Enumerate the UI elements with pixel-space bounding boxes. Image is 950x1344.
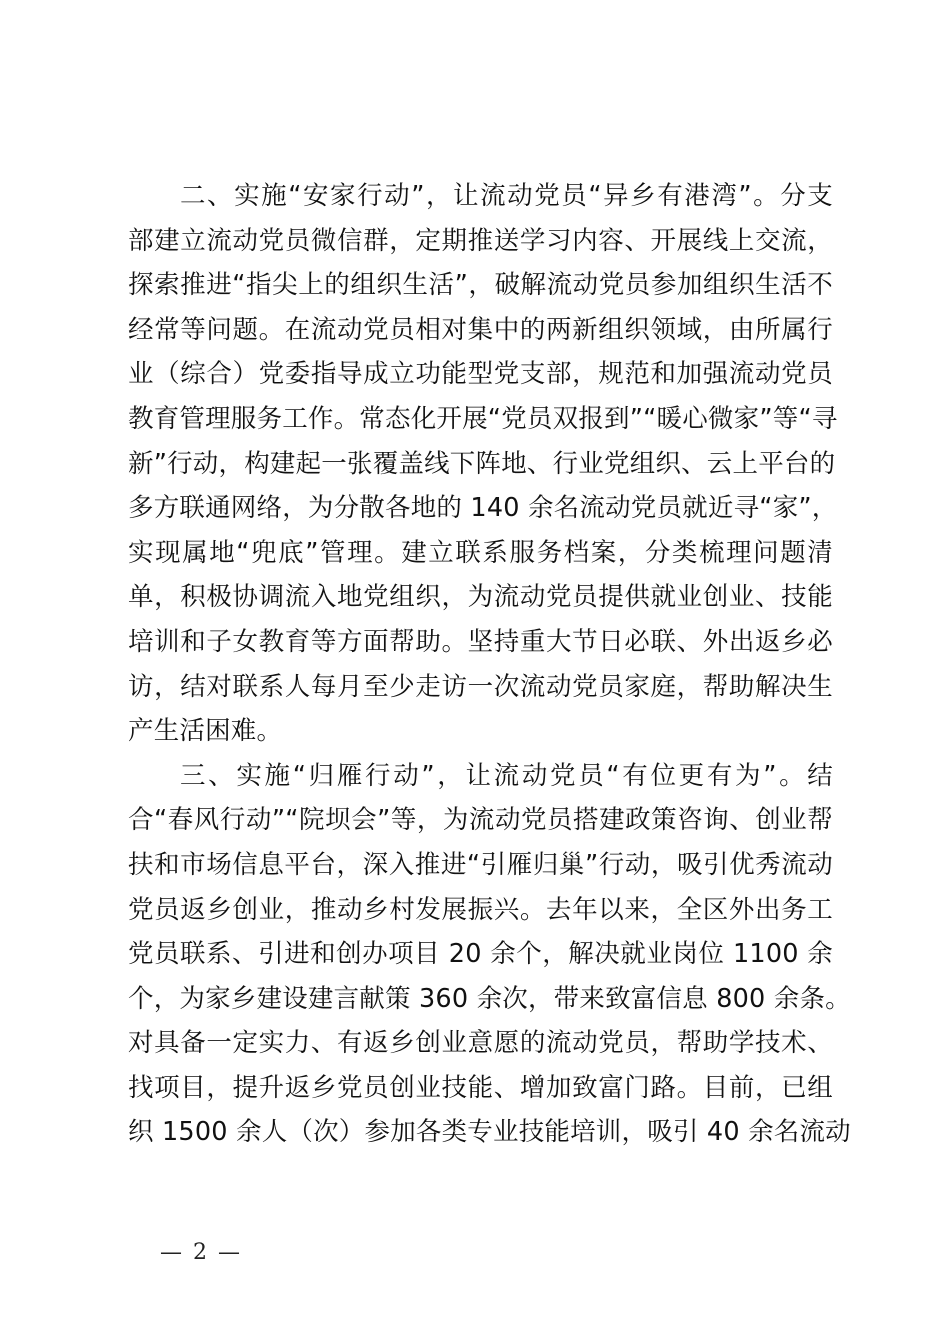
text-line: 对具备一定实力、有返乡创业意愿的流动党员，帮助学技术、	[128, 1028, 833, 1059]
text-line: 个，为家乡建设建言献策 360 余次，带来致富信息 800 余条。	[128, 983, 851, 1014]
text-line: 访，结对联系人每月至少走访一次流动党员家庭，帮助解决生	[128, 671, 833, 702]
text-line: 产生活困难。	[128, 716, 283, 747]
paragraph-anjia	[128, 174, 838, 754]
text-line: 实现属地“兜底”管理。建立联系服务档案，分类梳理问题清	[128, 537, 833, 568]
text-line: 二、实施“安家行动”，让流动党员“异乡有港湾”。分支	[180, 181, 833, 211]
text-line: 织 1500 余人（次）参加各类专业技能培训，吸引 40 余名流动	[128, 1117, 851, 1148]
text-line: 合“春风行动”“院坝会”等，为流动党员搭建政策咨询、创业帮	[128, 805, 833, 836]
text-line: 经常等问题。在流动党员相对集中的两新组织领域，由所属行	[128, 314, 833, 345]
text-line: 单，积极协调流入地党组织，为流动党员提供就业创业、技能	[128, 582, 833, 613]
text-line: 新”行动，构建起一张覆盖线下阵地、行业党组织、云上平台的	[128, 448, 836, 479]
text-line: 多方联通网络，为分散各地的 140 余名流动党员就近寻“家”，	[128, 493, 838, 524]
text-line: 培训和子女教育等方面帮助。坚持重大节日必联、外出返乡必	[128, 626, 833, 657]
text-line: 部建立流动党员微信群，定期推送学习内容、开展线上交流，	[128, 225, 833, 256]
text-line: 探索推进“指尖上的组织生活”，破解流动党员参加组织生活不	[128, 270, 833, 301]
text-line: 教育管理服务工作。常态化开展“党员双报到”“暖心微家”等“寻	[128, 403, 838, 434]
paragraph-guiyan	[128, 754, 851, 1155]
text-line: 党员返乡创业，推动乡村发展振兴。去年以来，全区外出务工	[128, 894, 833, 925]
text-line: 三、实施“归雁行动”，让流动党员“有位更有为”。结	[180, 760, 833, 791]
text-line: 党员联系、引进和创办项目 20 余个，解决就业岗位 1100 余	[128, 939, 833, 970]
text-line: 业（综合）党委指导成立功能型党支部，规范和加强流动党员	[128, 359, 833, 390]
page-number: — 2 —	[160, 1240, 242, 1265]
document-body	[128, 174, 851, 1155]
text-line: 找项目，提升返乡党员创业技能、增加致富门路。目前，已组	[128, 1072, 833, 1103]
text-line: 扶和市场信息平台，深入推进“引雁归巢”行动，吸引优秀流动	[128, 849, 833, 880]
